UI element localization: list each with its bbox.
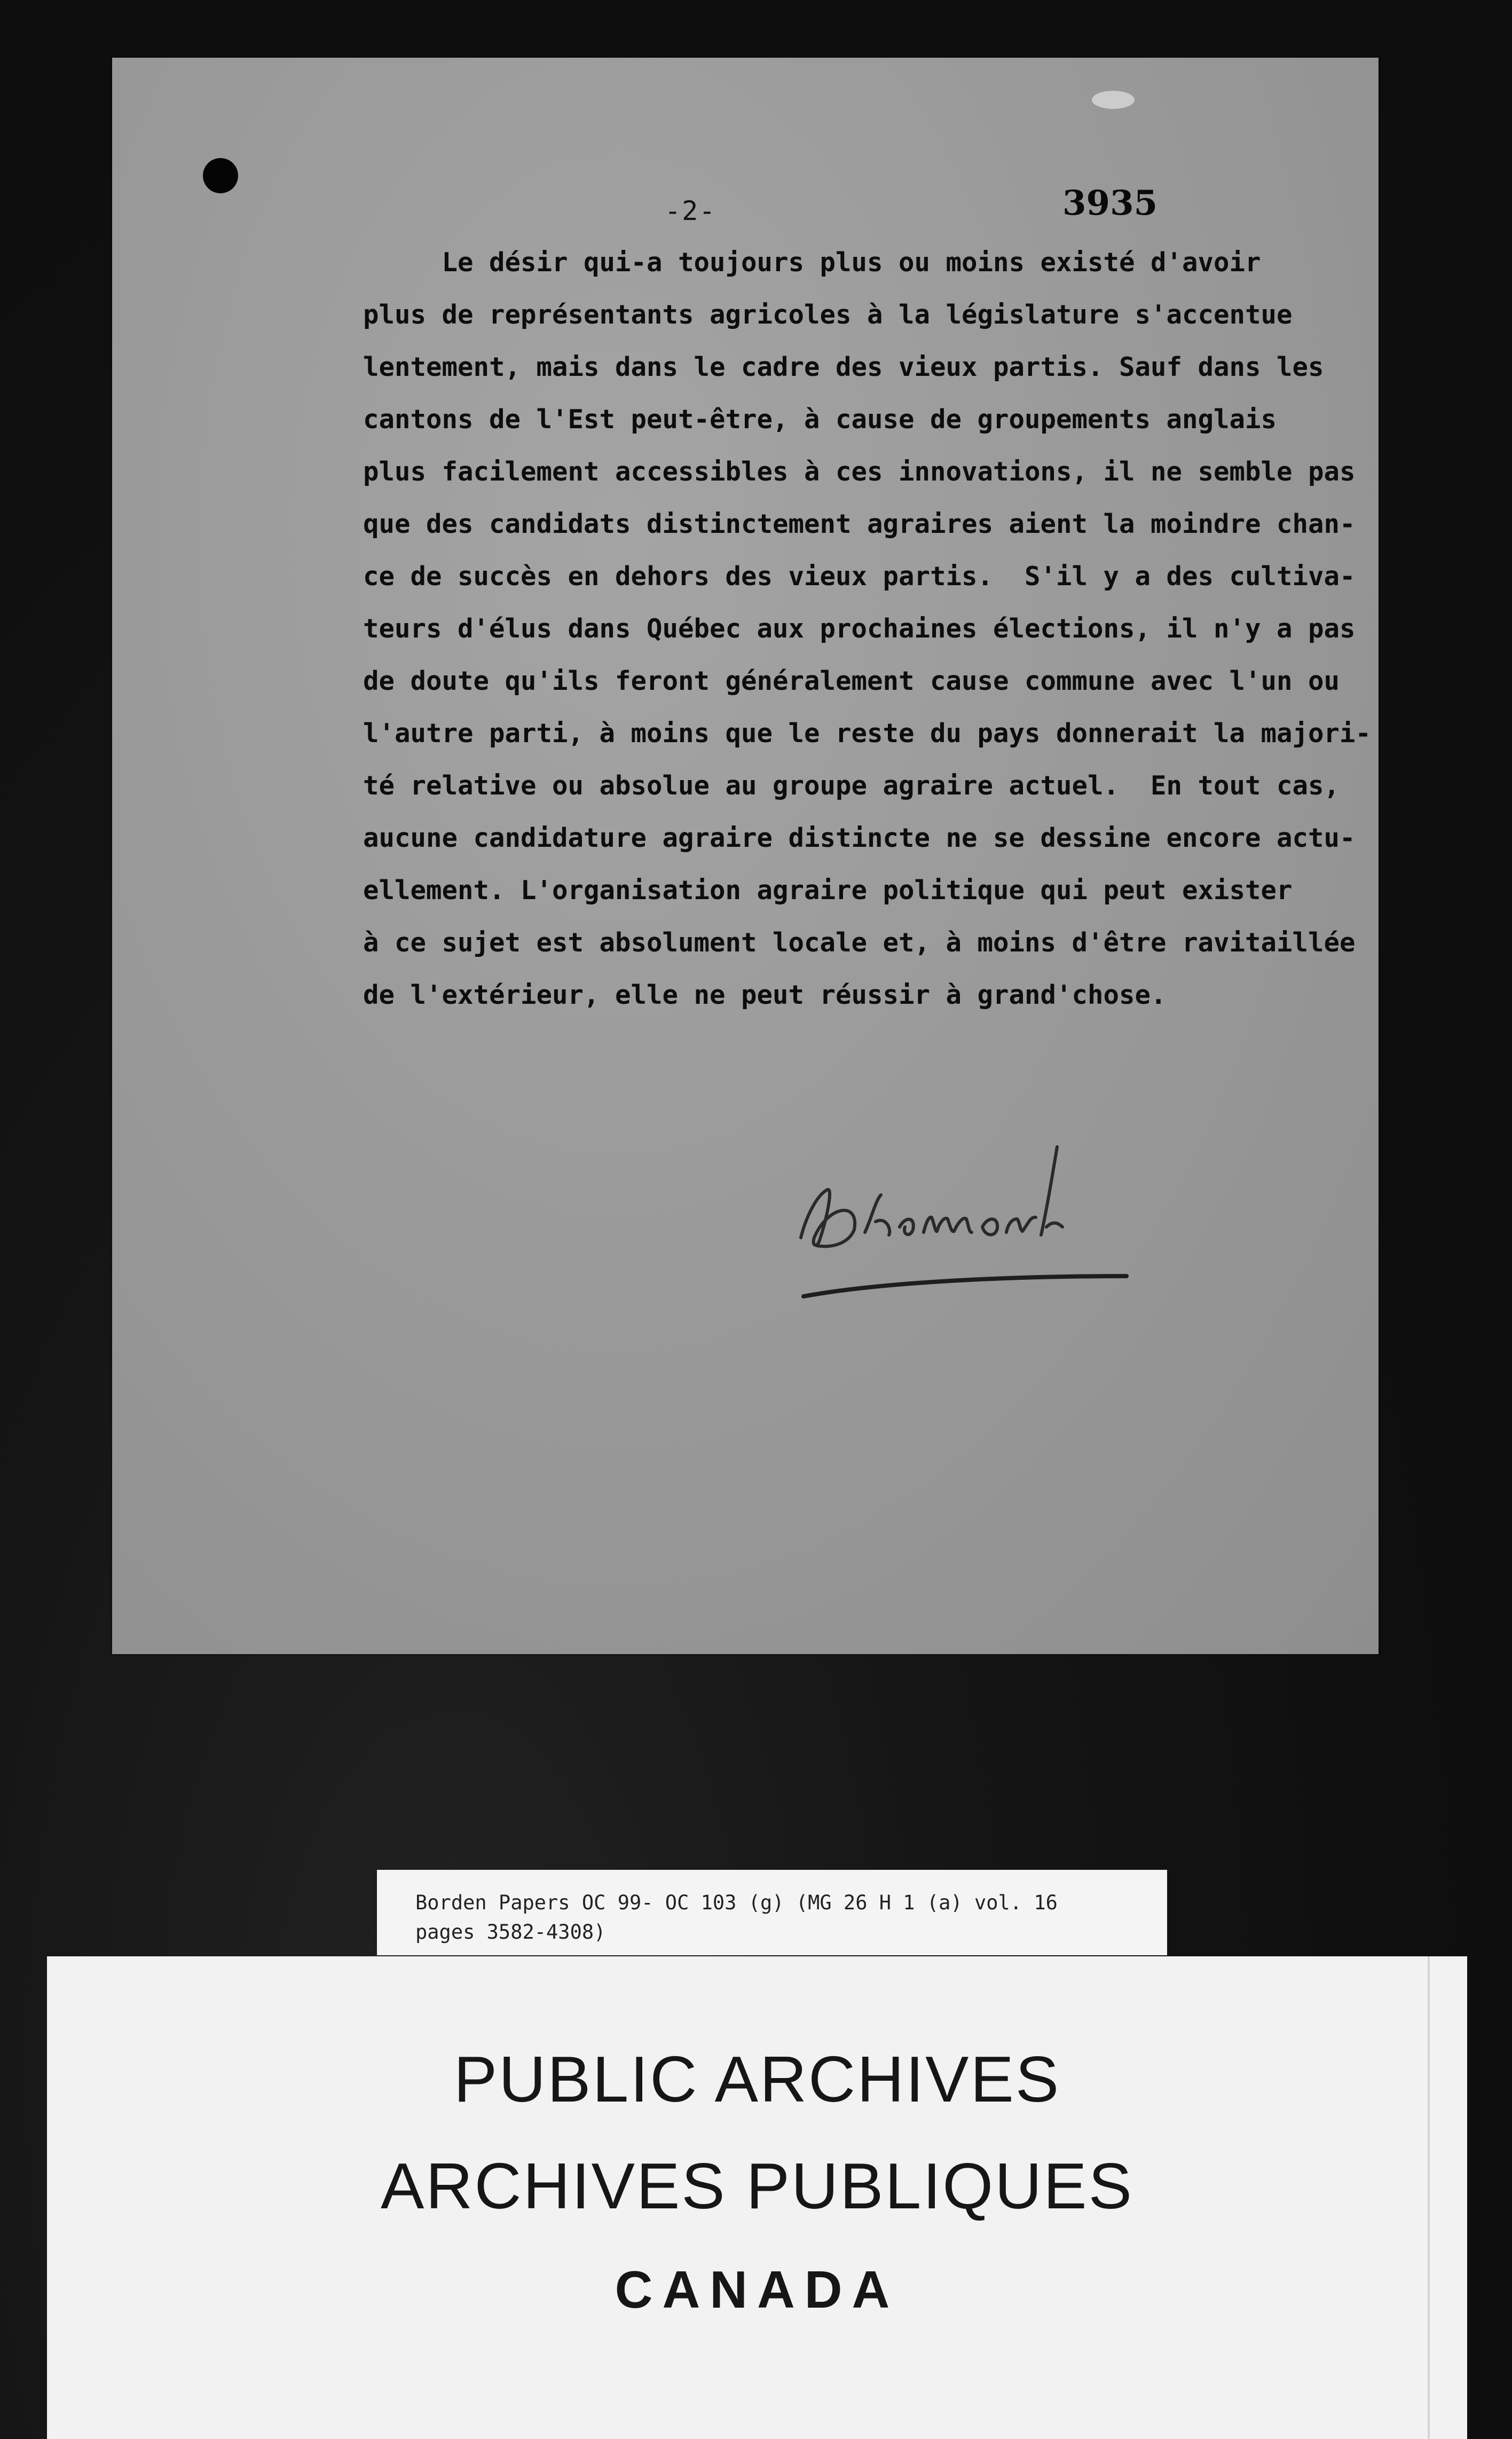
archives-title-english: PUBLIC ARCHIVES — [453, 2043, 1061, 2115]
folio-number: 3935 — [1062, 183, 1158, 223]
text-line: lentement, mais dans le cadre des vieux partis. Sauf dans les — [363, 352, 1324, 382]
text-line: té relative ou absolue au groupe agraire actuel. En tout cas, — [363, 770, 1340, 801]
text-line: à ce sujet est absolument locale et, à moins d'être ravitaillée — [363, 927, 1356, 958]
archives-title-french: ARCHIVES PUBLIQUES — [381, 2150, 1133, 2222]
public-archives-card — [47, 1956, 1467, 2439]
collection-reference — [415, 1888, 1152, 1947]
text-line: ce de succès en dehors des vieux partis. S'il y a des cultiva- — [363, 561, 1356, 592]
text-line: cantons de l'Est peut-être, à cause de groupements anglais — [363, 404, 1277, 435]
handwritten-signature — [796, 1136, 1148, 1318]
page-marker: -2- — [665, 195, 716, 226]
text-line: de l'extérieur, elle ne peut réussir à grand'chose. — [363, 980, 1167, 1010]
label-line: Borden Papers OC 99- OC 103 (g) (MG 26 H 1 (a) vol. 16 — [415, 1891, 1058, 1914]
label-line: pages 3582-4308) — [415, 1921, 606, 1944]
paper-smudge — [1092, 91, 1135, 109]
text-line: plus facilement accessibles à ces innovations, il ne semble pas — [363, 457, 1356, 487]
text-line: Le désir qui-a toujours plus ou moins existé d'avoir — [363, 247, 1261, 278]
punch-hole — [203, 158, 238, 193]
text-line: que des candidats distinctement agraires aient la moindre chan- — [363, 509, 1356, 539]
text-line: l'autre parti, à moins que le reste du pays donnerait la majori- — [363, 718, 1372, 749]
text-line: aucune candidature agraire distincte ne se dessine encore actu- — [363, 823, 1356, 853]
text-line: teurs d'élus dans Québec aux prochaines élections, il n'y a pas — [363, 613, 1356, 644]
archives-country: CANADA — [615, 2260, 900, 2319]
text-line: plus de représentants agricoles à la législature s'accentue — [363, 300, 1293, 330]
text-line: de doute qu'ils feront généralement cause commune avec l'un ou — [363, 666, 1340, 696]
text-line: ellement. L'organisation agraire politique qui peut exister — [363, 875, 1293, 906]
collection-label — [377, 1870, 1167, 1955]
typed-letter-page — [112, 58, 1379, 1654]
